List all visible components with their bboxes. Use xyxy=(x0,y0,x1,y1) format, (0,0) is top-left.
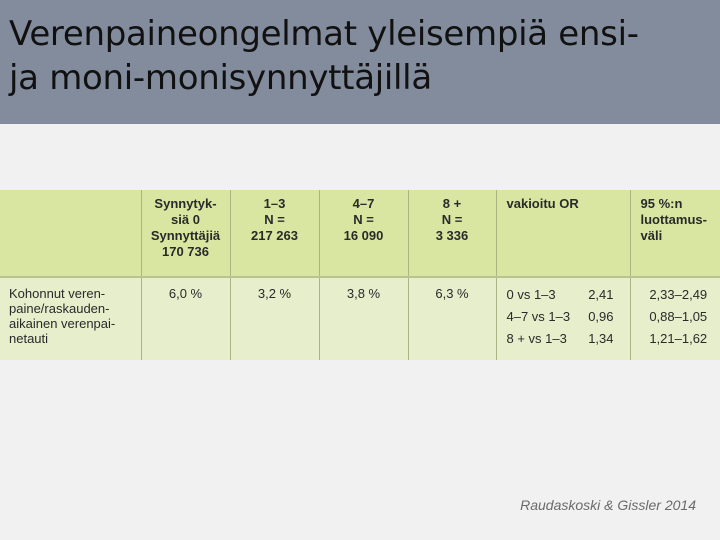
row-label: Kohonnut veren- paine/raskauden- aikainen verenpai- netauti xyxy=(0,277,141,360)
table-row xyxy=(0,277,720,360)
header-empty xyxy=(0,190,141,277)
header-births-4-7: 4–7 N = 16 090 xyxy=(319,190,408,277)
header-confidence-interval: 95 %:n luottamus- väli xyxy=(630,190,720,277)
header-births-0: Synnytyk- siä 0 Synnyttäjiä 170 736 xyxy=(141,190,230,277)
slide-title: Verenpaineongelmat yleisempiä ensi- ja moni-monisynnyttäjillä xyxy=(9,14,639,98)
or-value: 2,41 xyxy=(588,287,614,302)
or-value: 0,96 xyxy=(588,309,614,324)
header-adjusted-or: vakioitu OR xyxy=(496,190,630,277)
ci-value: 1,21–1,62 xyxy=(649,331,708,346)
or-row xyxy=(507,286,626,308)
ci-value: 2,33–2,49 xyxy=(649,287,708,302)
header-births-1-3: 1–3 N = 217 263 xyxy=(230,190,319,277)
citation: Raudaskoski & Gissler 2014 xyxy=(520,497,696,513)
adjusted-or-cell xyxy=(496,277,630,360)
value-births-8-plus: 6,3 % xyxy=(408,277,496,360)
value-births-0: 6,0 % xyxy=(141,277,230,360)
value-births-4-7: 3,8 % xyxy=(319,277,408,360)
or-comparison: 4–7 vs 1–3 xyxy=(506,309,571,324)
or-value: 1,34 xyxy=(588,331,614,346)
statistics-table xyxy=(0,190,720,360)
header-births-8-plus: 8 + N = 3 336 xyxy=(408,190,496,277)
table-header-row xyxy=(0,190,720,277)
or-comparison: 8 + vs 1–3 xyxy=(506,331,567,346)
confidence-interval-cell xyxy=(630,277,720,360)
or-row xyxy=(507,330,626,352)
title-bar xyxy=(0,0,720,124)
value-births-1-3: 3,2 % xyxy=(230,277,319,360)
ci-value: 0,88–1,05 xyxy=(649,309,708,324)
or-comparison: 0 vs 1–3 xyxy=(506,287,556,302)
or-row xyxy=(507,308,626,330)
